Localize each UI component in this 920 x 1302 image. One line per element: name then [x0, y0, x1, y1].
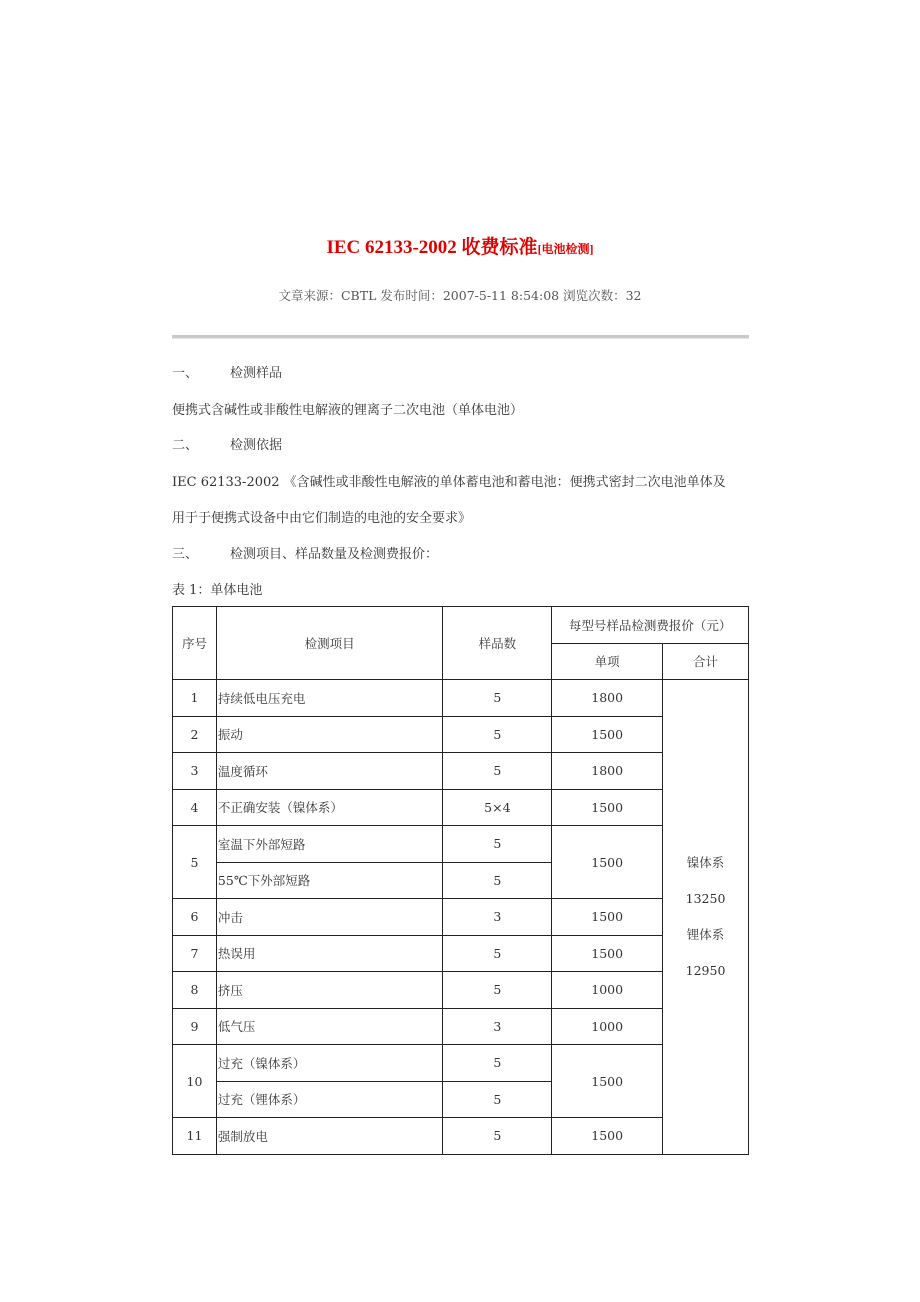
table-row	[173, 789, 749, 826]
table-row	[173, 1008, 749, 1045]
row-item: 低气压	[216, 1008, 443, 1045]
table-row	[173, 1118, 749, 1155]
row-no: 5	[173, 826, 217, 899]
article-meta: 文章来源：CBTL 发布时间：2007-5-11 8:54:08 浏览次数：32	[278, 288, 642, 303]
section-1-body: 便携式含碱性或非酸性电解液的锂离子二次电池（单体电池）	[172, 403, 524, 418]
row-no: 1	[173, 680, 217, 717]
row-no: 11	[173, 1118, 217, 1155]
row-item: 55℃下外部短路	[216, 862, 443, 899]
row-samples: 5	[443, 935, 552, 972]
total-cell	[663, 680, 749, 1155]
section-1-number: 一、	[172, 366, 199, 381]
row-samples: 5	[443, 716, 552, 753]
row-samples: 5	[443, 1045, 552, 1082]
table-row	[173, 826, 749, 863]
section-3-number: 三、	[172, 547, 199, 562]
row-samples: 5	[443, 680, 552, 717]
header-item: 检测项目	[216, 607, 443, 680]
total-nickel-value: 13250	[685, 890, 726, 906]
row-fee: 1500	[552, 935, 663, 972]
row-item: 强制放电	[216, 1118, 443, 1155]
row-fee: 1500	[552, 716, 663, 753]
row-samples: 5×4	[443, 789, 552, 826]
row-item: 过充（锂体系）	[216, 1081, 443, 1118]
section-2-number: 二、	[172, 438, 199, 453]
header-divider	[172, 335, 749, 339]
row-samples: 5	[443, 862, 552, 899]
total-lithium-value: 12950	[685, 962, 726, 978]
table-row	[173, 680, 749, 717]
total-lithium-label: 锂体系	[686, 926, 725, 942]
header-fee-group: 每型号样品检测费报价（元）	[552, 607, 749, 644]
row-fee: 1500	[552, 1045, 663, 1118]
row-item: 振动	[216, 716, 443, 753]
row-no: 9	[173, 1008, 217, 1045]
section-2-body-line2: 用于于便携式设备中由它们制造的电池的安全要求》	[172, 511, 472, 526]
row-item: 过充（镍体系）	[216, 1045, 443, 1082]
row-samples: 3	[443, 899, 552, 936]
row-samples: 5	[443, 826, 552, 863]
row-item: 不正确安装（镍体系）	[216, 789, 443, 826]
table-row	[173, 972, 749, 1009]
section-1-title: 检测样品	[230, 366, 283, 381]
header-total: 合计	[663, 643, 749, 680]
row-no: 6	[173, 899, 217, 936]
row-no: 7	[173, 935, 217, 972]
row-fee: 1500	[552, 1118, 663, 1155]
header-single: 单项	[552, 643, 663, 680]
row-fee: 1000	[552, 1008, 663, 1045]
row-fee: 1000	[552, 972, 663, 1009]
section-3-title: 检测项目、样品数量及检测费报价：	[230, 547, 439, 562]
row-item: 持续低电压充电	[216, 680, 443, 717]
header-no: 序号	[173, 607, 217, 680]
table-row	[173, 753, 749, 790]
section-2-title: 检测依据	[230, 438, 283, 453]
row-no: 3	[173, 753, 217, 790]
row-no: 2	[173, 716, 217, 753]
page-title	[0, 232, 920, 259]
row-samples: 3	[443, 1008, 552, 1045]
total-nickel-label: 镍体系	[686, 854, 725, 870]
section-3-heading	[172, 543, 438, 562]
row-item: 热误用	[216, 935, 443, 972]
row-item: 冲击	[216, 899, 443, 936]
row-fee: 1800	[552, 753, 663, 790]
table-row	[173, 935, 749, 972]
table-row	[173, 1045, 749, 1082]
row-samples: 5	[443, 753, 552, 790]
title-category: [电池检测]	[537, 242, 594, 256]
table-row	[173, 716, 749, 753]
row-fee: 1500	[552, 789, 663, 826]
table-caption: 表 1：单体电池	[172, 583, 263, 598]
row-item: 室温下外部短路	[216, 826, 443, 863]
row-item: 挤压	[216, 972, 443, 1009]
row-samples: 5	[443, 1118, 552, 1155]
table-header-row	[173, 607, 749, 644]
row-fee: 1800	[552, 680, 663, 717]
row-samples: 5	[443, 972, 552, 1009]
row-no: 10	[173, 1045, 217, 1118]
table-row	[173, 899, 749, 936]
section-1-heading	[172, 362, 282, 381]
row-no: 4	[173, 789, 217, 826]
title-text: IEC 62133-2002 收费标准	[326, 237, 538, 258]
row-no: 8	[173, 972, 217, 1009]
header-samples: 样品数	[443, 607, 552, 680]
fee-table	[172, 606, 749, 1155]
row-fee: 1500	[552, 826, 663, 899]
row-item: 温度循环	[216, 753, 443, 790]
row-samples: 5	[443, 1081, 552, 1118]
section-2-heading	[172, 434, 282, 453]
row-fee: 1500	[552, 899, 663, 936]
section-2-body-line1: IEC 62133-2002 《含碱性或非酸性电解液的单体蓄电池和蓄电池：便携式密封二次电池单体及	[172, 475, 726, 490]
